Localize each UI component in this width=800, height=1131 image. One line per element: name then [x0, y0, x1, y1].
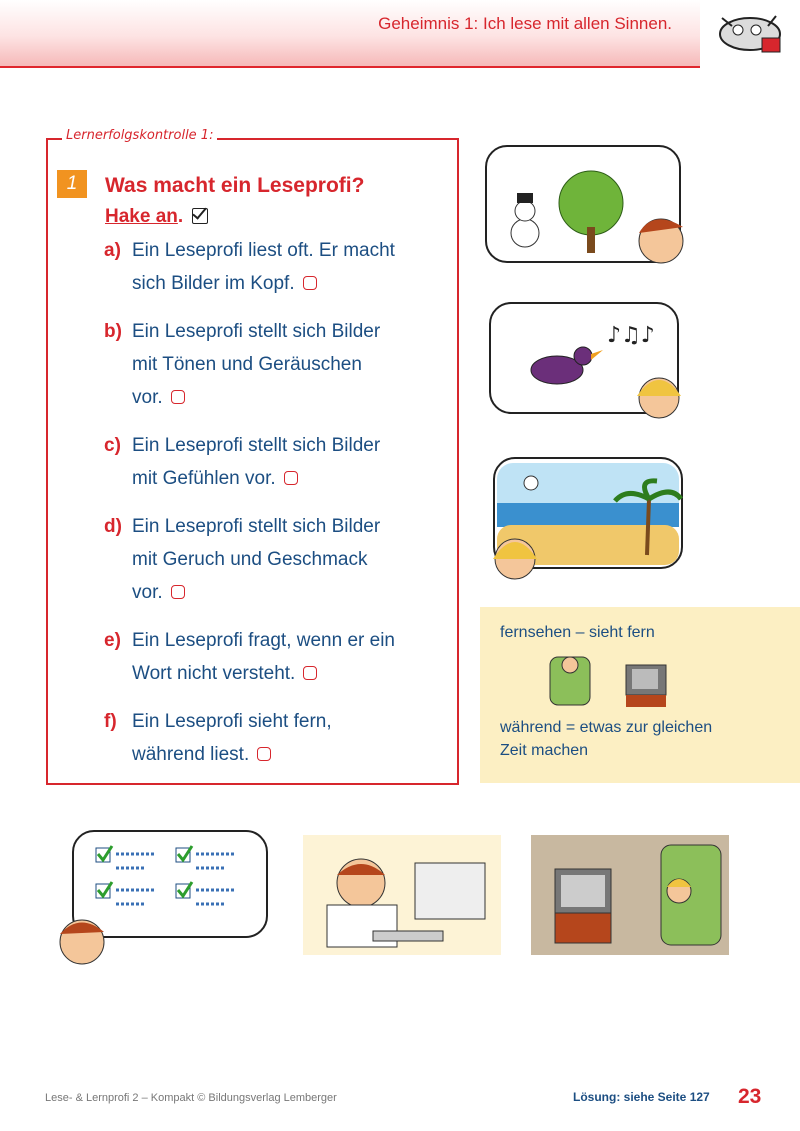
task-title: Was macht ein Leseprofi? [105, 174, 365, 197]
task-number: 1 [57, 170, 87, 198]
item-label: b) [104, 321, 122, 342]
item-label: d) [104, 516, 122, 537]
header-band [0, 0, 700, 68]
answer-checkbox[interactable] [303, 276, 317, 290]
item-line: während liest. [132, 744, 250, 765]
boy-at-computer-image [303, 835, 501, 955]
instruction-text: Hake an [105, 206, 178, 227]
info-box [480, 607, 800, 783]
item-line: mit Tönen und Geräuschen [132, 354, 362, 375]
item-line: Ein Leseprofi fragt, wenn er ein [132, 630, 395, 651]
item-line-wrap [132, 468, 298, 490]
winter-summer-illustration [483, 143, 691, 275]
item-line: Wort nicht versteht. [132, 663, 296, 684]
info-top-text: fernsehen – sieht fern [500, 624, 655, 641]
item-line-wrap [132, 273, 317, 295]
page-header-title: Geheimnis 1: Ich lese mit allen Sinnen. [378, 14, 672, 33]
item-line: vor. [132, 582, 163, 603]
answer-checkbox[interactable] [284, 471, 298, 485]
instruction-dot: . [177, 206, 184, 227]
checked-box-icon [192, 208, 208, 224]
footer-copyright: Lese- & Lernprofi 2 – Kompakt © Bildungsverlag Lemberger [45, 1092, 337, 1104]
task-instruction [105, 206, 208, 228]
item-label: a) [104, 240, 121, 261]
item-line: mit Geruch und Geschmack [132, 549, 368, 570]
computer-boy-illustration [303, 835, 501, 955]
svg-text:♪♫♪: ♪♫♪ [607, 323, 655, 348]
item-line: sich Bilder im Kopf. [132, 273, 295, 294]
item-line-wrap [132, 744, 271, 766]
exercise-frame [46, 138, 459, 785]
answer-checkbox[interactable] [257, 747, 271, 761]
item-label: c) [104, 435, 121, 456]
item-label: f) [104, 711, 117, 732]
item-line: Ein Leseprofi stellt sich Bilder [132, 435, 381, 456]
checklist-boy-image [50, 828, 275, 968]
tv-watching-image [546, 647, 686, 713]
item-line-wrap [132, 663, 317, 685]
snowman-tree-boy-image [483, 143, 691, 275]
item-line-wrap [132, 582, 185, 604]
page-number: 23 [738, 1085, 762, 1108]
bird-girl-image [487, 300, 687, 428]
info-bottom-line2: Zeit machen [500, 742, 589, 759]
item-line: mit Gefühlen vor. [132, 468, 276, 489]
item-label: e) [104, 630, 121, 651]
mascot-reading-icon [712, 8, 788, 60]
checklist-boy-illustration [50, 828, 275, 968]
item-line: vor. [132, 387, 163, 408]
bird-singing-illustration [487, 300, 687, 428]
item-line-wrap [132, 387, 185, 409]
tv-girl-illustration [531, 835, 729, 955]
info-bottom-line1: während = etwas zur gleichen [500, 719, 713, 736]
answer-checkbox[interactable] [171, 390, 185, 404]
beach-girl-image [487, 455, 689, 583]
item-line: Ein Leseprofi sieht fern, [132, 711, 332, 732]
girl-reading-tv-image [531, 835, 729, 955]
item-line: Ein Leseprofi stellt sich Bilder [132, 516, 381, 537]
section-legend: Lernerfolgskontrolle 1: [62, 128, 217, 143]
item-line: Ein Leseprofi stellt sich Bilder [132, 321, 381, 342]
beach-illustration [487, 455, 689, 583]
footer-solution: Lösung: siehe Seite 127 [573, 1090, 710, 1104]
answer-checkbox[interactable] [303, 666, 317, 680]
item-line: Ein Leseprofi liest oft. Er macht [132, 240, 395, 261]
answer-checkbox[interactable] [171, 585, 185, 599]
